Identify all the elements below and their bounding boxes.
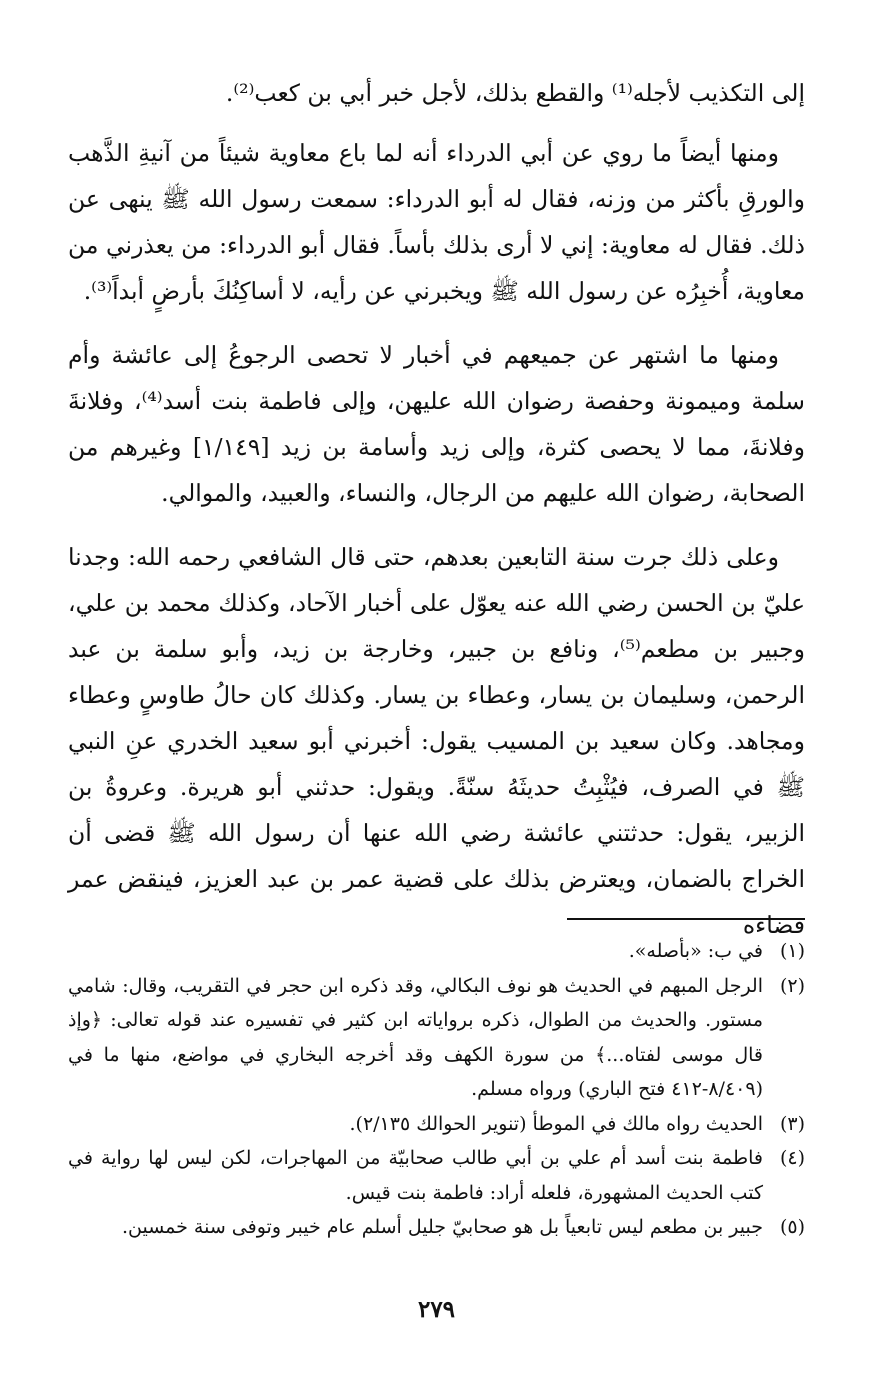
footnote-number: (٣) — [779, 1112, 805, 1135]
footnote-item — [68, 1107, 805, 1142]
paragraph-continuation: إلى التكذيب لأجله⁽¹⁾ والقطع بذلك، لأجل خبر أبي بن كعب⁽²⁾. — [225, 79, 805, 107]
paragraph-aisha: ومنها ما اشتهر عن جميعهم في أخبار لا تحصى الرجوعُ إلى عائشة وأم سلمة وميمونة وحفصة رضوان الله عليهن، وإلى فاطمة بنت أسد⁽⁴⁾، وفلانةَ وفلانةَ، مما لا يحصى كثرة، وإلى زيد وأسامة بن زيد [١/١٤٩] وغيرهم من الصحابة، رضوان الله عليهم من الرجال، والنساء، والعبيد، والموالي. — [68, 341, 805, 507]
footnote-number: (٤) — [779, 1147, 805, 1169]
page-number: ٢٧٩ — [417, 1296, 456, 1323]
footnote-text: الحديث رواه مالك في الموطأ (تنوير الحوالك ٢/١٣٥). — [349, 1112, 763, 1135]
footnote-number: (١) — [779, 940, 805, 962]
footnote-item — [68, 1210, 805, 1245]
footnote-text: جبير بن مطعم ليس تابعياً بل هو صحابيّ جليل أسلم عام خيبر وتوفى سنة خمسين. — [121, 1216, 763, 1238]
paragraph-tabieen: وعلى ذلك جرت سنة التابعين بعدهم، حتى قال الشافعي رحمه الله: وجدنا عليّ بن الحسن رضي الله عنه يعوّل على أخبار الآحاد، وكذلك محمد بن علي، وجبير بن مطعم⁽⁵⁾، ونافع بن جبير، وخارجة بن زيد، وأبو سلمة بن عبد الرحمن، وسليمان بن يسار، وعطاء بن يسار. وكذلك كان حالُ طاوسٍ وعطاء ومجاهد. وكان سعيد بن المسيب يقول: أخبرني أبو سعيد الخدري عنِ النبي ﷺ في الصرف، فيُثْبِتُ حديثَهُ سنّةً. ويقول: حدثني أبو هريرة. وعروةُ بن الزبير، يقول: حدثتني عائشة رضي الله عنها أن رسول الله ﷺ قضى أن الخراج بالضمان، ويعترض بذلك على قضية عمر بن عبد العزيز، فينقض عمر قضاءه — [68, 543, 805, 939]
footnote-number: (٢) — [779, 974, 805, 997]
footnote-text: الرجل المبهم في الحديث هو نوف البكالي، وقد ذكره ابن حجر في التقريب، وقال: شامي مستور. والحديث من الطوال، ذكره برواياته ابن كثير في تفسيره عند قوله تعالى: ﴿وإذ قال موسى لفتاه...﴾ من سورة الكهف وقد أخرجه البخاري في مواضع، منها ما في (٨/٤٠٩-٤١٢ فتح الباري) ورواه مسلم. — [68, 974, 763, 1100]
main-text — [68, 70, 805, 966]
footnote-item — [68, 1141, 805, 1210]
footnote-item — [68, 969, 805, 1107]
paragraph-abu-darda: ومنها أيضاً ما روي عن أبي الدرداء أنه لما باع معاوية شيئاً من آنيةِ الذَّهب والورقِ بأكثر من وزنه، فقال له أبو الدرداء: سمعت رسول الله ﷺ ينهى عن ذلك. فقال له معاوية: إني لا أرى بذلك بأساً. فقال أبو الدرداء: من يعذرني من معاوية، أُخبِرُه عن رسول الله ﷺ ويخبرني عن رأيه، لا أساكِنُكَ بأرضٍ أبداً⁽³⁾. — [68, 139, 805, 305]
footnotes — [68, 934, 805, 1245]
footnote-text: في ب: «بأصله». — [628, 940, 763, 962]
footnote-text: فاطمة بنت أسد أم علي بن أبي طالب صحابيّة من المهاجرات، لكن ليس لها رواية في كتب الحديث المشهورة، فلعله أراد: فاطمة بنت قيس. — [68, 1147, 763, 1204]
footnote-item — [68, 934, 805, 969]
footnote-number: (٥) — [779, 1216, 805, 1238]
footnote-separator — [567, 918, 805, 920]
